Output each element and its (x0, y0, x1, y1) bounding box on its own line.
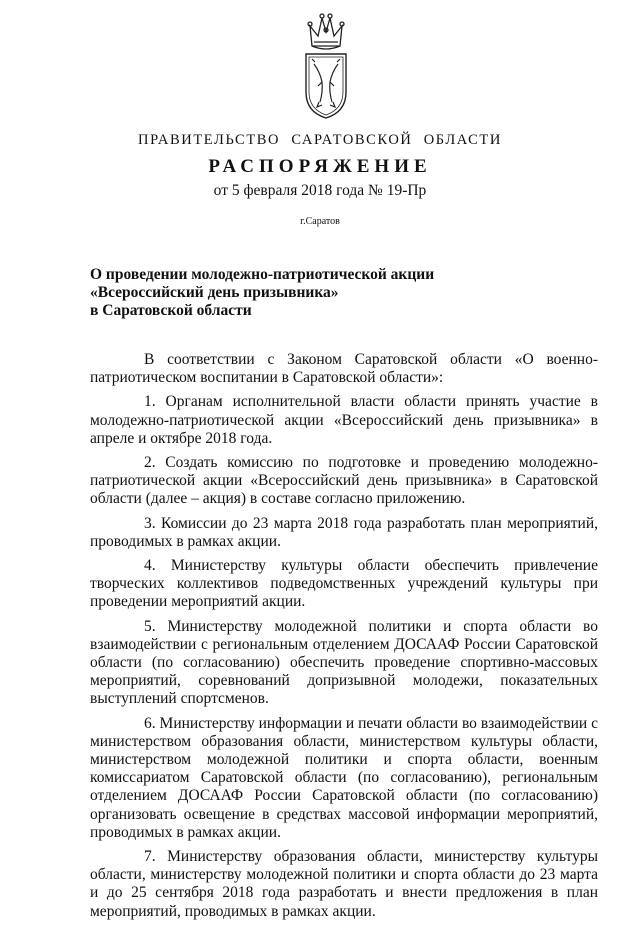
saratov-coat-of-arms-icon (296, 12, 356, 120)
subject-line: «Всероссийский день призывника» (90, 284, 339, 301)
subject-line: О проведении молодежно-патриотической акции (90, 266, 435, 283)
preamble-paragraph: В соответствии с Законом Саратовской области «О военно-патриотическом воспитании в Саратовской области»: (90, 351, 598, 387)
clause-paragraph: 3. Комиссии до 23 марта 2018 года разработать план мероприятий, проводимых в рамках акции. (90, 514, 598, 550)
clause-paragraph: 4. Министерству культуры области обеспечить привлечение творческих коллективов подведомственных учреждений культуры при проведении мероприятий акции. (90, 557, 598, 611)
document-type: РАСПОРЯЖЕНИЕ (208, 156, 432, 177)
clause-paragraph: 7. Министерству образования области, министерству культуры области, министерству молодежной политики и спорта области до 23 марта и до 25 сентября 2018 года разработать и внести предложения в план мероприятий, проводимых в рамках акции. (90, 848, 598, 920)
subject-line: в Саратовской области (90, 302, 252, 319)
clause-paragraph: 6. Министерству информации и печати области во взаимодействии с министерством образования области, министерством культуры области, министерством молодежной политики и спорта области, военным комиссариатом Саратовской области (по согласованию), региональным отделением ДОСААФ России Саратовской области (по согласованию) организовать освещение в средствах массовой информации мероприятий, проводимых в рамках акции. (90, 714, 598, 841)
document-city: г.Саратов (300, 216, 340, 227)
clause-paragraph: 1. Органам исполнительной власти области принять участие в молодежно-патриотической акции «Всероссийский день призывника» в апреле и октябре 2018 года. (90, 393, 598, 447)
government-name: ПРАВИТЕЛЬСТВО САРАТОВСКОЙ ОБЛАСТИ (138, 132, 502, 148)
document-body (90, 351, 598, 927)
document-subject (90, 266, 435, 320)
document-date-number: от 5 февраля 2018 года № 19-Пр (213, 182, 427, 199)
clause-paragraph: 2. Создать комиссию по подготовке и проведению молодежно-патриотической акции «Всероссийский день призывника» в Саратовской области (далее – акция) в составе согласно приложению. (90, 454, 598, 508)
clause-paragraph: 5. Министерству молодежной политики и спорта области во взаимодействии с региональным отделением ДОСААФ России Саратовской области (по согласованию) обеспечить проведение спортивно-массовых мероприятий, соревнований допризывной молодежи, показательных выступлений спортсменов. (90, 617, 598, 708)
